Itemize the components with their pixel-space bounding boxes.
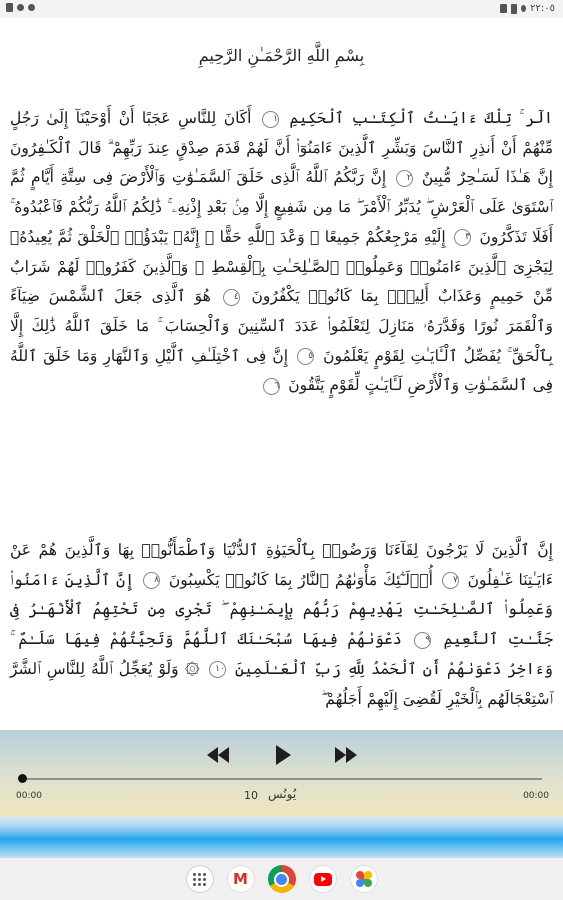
seek-bar[interactable] [22,778,542,780]
verse-text[interactable]: دَعْوَىٰهُمْ فِيهَا سُبْحَـٰنَكَ ٱللَّهُمَّ وَتَحِيَّتُهُمْ فِيهَا سَلَـٰمٌ ۚ وَءَاخِرُ دَعْوَىٰهُمْ أَنِ ٱلْحَمْدُ لِلَّهِ رَبِّ ٱلْعَـٰلَمِينَ [10,630,553,678]
seek-thumb[interactable] [18,774,27,783]
rewind-button[interactable] [203,742,233,768]
progress-highlight-bar [0,816,563,858]
fast-forward-icon [346,747,357,763]
fast-forward-button[interactable] [331,742,361,768]
ayah-marker: ٧ [442,572,459,589]
notification-icon [17,4,24,11]
rewind-icon [207,747,218,763]
verse-text[interactable]: هُوَ ٱلَّذِى جَعَلَ ٱلشَّمْسَ ضِيَآءً وَٱلْقَمَرَ نُورًا وَقَدَّرَهُۥ مَنَازِلَ لِتَعْلَمُوا۟ عَدَدَ ٱلسِّنِينَ وَٱلْحِسَابَ ۚ مَا خَلَقَ ٱللَّهُ ذَٰلِكَ إِلَّا بِٱلْحَقِّ ۚ يُفَصِّلُ ٱلْـَٔايَـٰتِ لِقَوْمٍ يَعْلَمُونَ [10,287,553,365]
verse-text[interactable]: أَكَانَ لِلنَّاسِ عَجَبًا أَنْ أَوْحَيْنَآ إِلَىٰ رَجُلٍ مِّنْهُمْ أَنْ أَنذِرِ ٱلنَّاسَ وَبَشِّرِ ٱلَّذِينَ ءَامَنُوٓا۟ أَنَّ لَهُمْ قَدَمَ صِدْقٍ عِندَ رَبِّهِمْ ۗ قَالَ ٱلْكَـٰفِرُونَ إِنَّ هَـٰذَا لَسَـٰحِرٌ مُّبِينٌ [10,109,553,187]
ayah-marker: ٣ [454,229,471,246]
photos-app-button[interactable] [350,865,378,893]
ayah-marker: ٢ [396,170,413,187]
battery-icon [511,4,517,14]
mushaf-page[interactable] [0,18,563,730]
verse-text[interactable]: أُو۟لَـٰٓئِكَ مَأْوَىٰهُمُ ٱلنَّارُ بِمَا كَانُوا۟ يَكْسِبُونَ [168,570,433,589]
youtube-app-button[interactable] [309,865,337,893]
time-elapsed: 00:00 [16,791,42,801]
data-saver-icon [521,5,526,12]
storage-icon [500,4,507,13]
status-left-icons [6,3,35,12]
time-total: 00:00 [523,791,549,801]
verse-text[interactable]: إِنَّ فِى ٱخْتِلَـٰفِ ٱلَّيْلِ وَٱلنَّهَارِ وَمَا خَلَقَ ٱللَّهُ فِى ٱلسَّمَـٰوَٰتِ وَٱلْأَرْضِ لَـَٔايَـٰتٍ لِّقَوْمٍ يَتَّقُونَ [10,346,553,395]
app-drawer-button[interactable] [186,865,214,893]
surah-number: 10 [244,789,258,802]
player-controls [0,741,563,769]
chrome-icon [274,872,289,887]
ayah-marker: ٦ [263,378,280,395]
app-drawer-icon [193,873,206,886]
basmala: بِسْمِ اللَّهِ الرَّحْمَـٰنِ الرَّحِيمِ [198,46,365,65]
play-button[interactable] [267,742,297,768]
fast-forward-icon [335,747,346,763]
ayah-marker: ٩ [414,632,431,649]
gmail-app-button[interactable] [227,865,255,893]
clock: ٢٢:٠٥ [530,3,555,14]
ayah-marker: ٨ [143,572,160,589]
rewind-icon [218,747,229,763]
gmail-icon: M [233,870,248,888]
verse-text[interactable]: إِنَّ ٱلَّذِينَ ءَامَنُوا۟ وَعَمِلُوا۟ ٱلصَّـٰلِحَـٰتِ يَهْدِيهِمْ رَبُّهُم بِإِيمَـٰنِهِمْ ۖ تَجْرِى مِن تَحْتِهِمُ ٱلْأَنْهَـٰرُ فِى جَنَّـٰتِ ٱلنَّعِيمِ [10,570,553,649]
audio-player [0,730,563,817]
ayah-marker: ١٠ [209,661,226,678]
notification-icon [28,4,35,11]
verse-text[interactable]: الٓر ۚ تِلْكَ ءَايَـٰتُ ٱلْكِتَـٰبِ ٱلْحَكِيمِ [289,109,553,127]
play-icon [276,745,291,765]
verse-text[interactable]: إِلَيْهِ مَرْجِعُكُمْ جَمِيعًا ۖ وَعْدَ ٱللَّهِ حَقًّا ۚ إِنَّهُۥ يَبْدَؤُا۟ ٱلْخَلْقَ ثُمَّ يُعِيدُهُۥ لِيَجْزِىَ ٱلَّذِينَ ءَامَنُوا۟ وَعَمِلُوا۟ ٱلصَّـٰلِحَـٰتِ بِٱلْقِسْطِ ۚ وَٱلَّذِينَ كَفَرُوا۟ لَهُمْ شَرَابٌ مِّنْ حَمِيمٍ وَعَذَابٌ أَلِيمٌۢ بِمَا كَانُوا۟ يَكْفُرُونَ [10,227,553,306]
verse-text[interactable]: ۞ وَلَوْ يُعَجِّلُ ٱللَّهُ لِلنَّاسِ ٱلشَّرَّ ٱسْتِعْجَالَهُم بِٱلْخَيْرِ لَقُضِىَ إِلَيْهِمْ أَجَلُهُمْ ۖ [10,659,553,708]
photos-icon [356,871,372,887]
app-dock [0,858,563,900]
passage-2 [10,536,553,714]
ayah-marker: ١ [262,111,279,128]
youtube-icon [314,873,332,886]
surah-name: يُونُس [268,787,297,801]
ayah-marker: ٥ [297,348,314,365]
verse-text[interactable]: إِنَّ ٱلَّذِينَ لَا يَرْجُونَ لِقَآءَنَا وَرَضُوا۟ بِٱلْحَيَوٰةِ ٱلدُّنْيَا وَٱطْمَأَنُّوا۟ بِهَا وَٱلَّذِينَ هُمْ عَنْ ءَايَـٰتِنَا غَـٰفِلُونَ [10,541,554,589]
status-bar [0,0,563,18]
verse-text[interactable]: إِنَّ رَبَّكُمُ ٱللَّهُ ٱلَّذِى خَلَقَ ٱلسَّمَـٰوَٰتِ وَٱلْأَرْضَ فِى سِتَّةِ أَيَّامٍ ثُمَّ ٱسْتَوَىٰ عَلَى ٱلْعَرْشِ ۖ يُدَبِّرُ ٱلْأَمْرَ ۖ مَا مِن شَفِيعٍ إِلَّا مِنۢ بَعْدِ إِذْنِهِۦ ۚ ذَٰلِكُمُ ٱللَّهُ رَبُّكُمْ فَٱعْبُدُوهُ ۚ أَفَلَا تَذَكَّرُونَ [10,168,554,246]
notification-icon [6,3,13,12]
chrome-app-button[interactable] [268,865,296,893]
status-right-icons [500,3,555,14]
ayah-marker: ٤ [223,289,240,306]
passage-1 [10,104,553,401]
